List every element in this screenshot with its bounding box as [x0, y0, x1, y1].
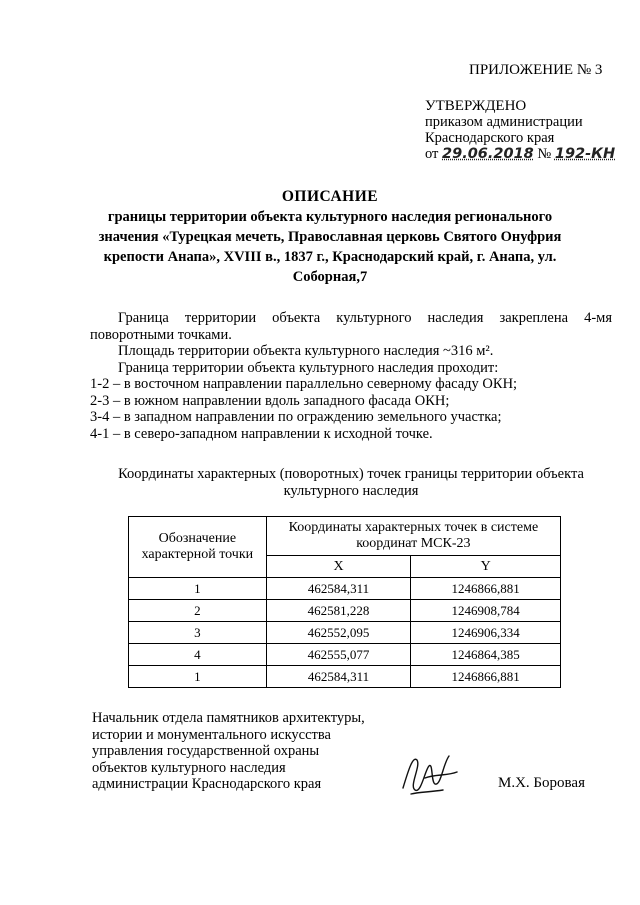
signatory-position [92, 710, 365, 793]
approval-title: УТВЕРЖДЕНО [425, 98, 527, 114]
position-line: объектов культурного наследия [92, 759, 286, 776]
paragraph-points: Граница территории объекта культурного наследия закреплена 4-мя поворотными точками. [90, 310, 612, 343]
approval-block [425, 98, 615, 162]
y-cell: 1246908,784 [411, 600, 561, 622]
x-cell: 462584,311 [266, 666, 411, 688]
approval-number: 192-КН [554, 146, 616, 162]
point-cell: 1 [129, 666, 267, 688]
approval-line-1: приказом администрации [425, 114, 583, 130]
description-body [90, 310, 612, 442]
point-cell: 2 [129, 600, 267, 622]
segment-item: 2-3 – в южном направлении вдоль западного фасада ОКН; [90, 392, 450, 409]
table-header-row [129, 517, 561, 556]
paragraph-area: Площадь территории объекта культурного наследия ~316 м². [118, 343, 494, 359]
segment-item: 4-1 – в северо-западном направлении к исходной точке. [90, 425, 433, 442]
segment-item: 1-2 – в восточном направлении параллельно северному фасаду ОКН; [90, 376, 518, 392]
y-column-header: Y [411, 556, 561, 578]
segment-item: 3-4 – в западном направлении по ограждению земельного участка; [90, 409, 502, 425]
approval-number-prefix: № [537, 146, 552, 162]
table-caption: Координаты характерных (поворотных) точек границы территории объекта культурного наследия [118, 466, 584, 499]
appendix-label: ПРИЛОЖЕНИЕ № 3 [469, 62, 603, 78]
document-title: ОПИСАНИЕ [281, 188, 379, 205]
position-line: Начальник отдела памятников архитектуры, [92, 710, 365, 726]
signer-name: М.Х. Боровая [498, 775, 585, 791]
document-heading [90, 187, 570, 287]
table-row [129, 578, 561, 600]
table-row [129, 666, 561, 688]
x-cell: 462581,228 [266, 600, 411, 622]
x-cell: 462552,095 [266, 622, 411, 644]
approval-date-prefix: от [425, 146, 439, 162]
point-cell: 3 [129, 622, 267, 644]
table-row [129, 644, 561, 666]
y-cell: 1246866,881 [411, 666, 561, 688]
paragraph-route: Граница территории объекта культурного наследия проходит: [118, 359, 499, 376]
x-cell: 462555,077 [266, 644, 411, 666]
document-subtitle: границы территории объекта культурного наследия регионального значения «Турецкая мечеть, Православная церковь Святого Онуфрия крепости Анапа», XVIII в., 1837 г., Краснодарский край, г. Анапа, ул. Соборная,7 [98, 209, 562, 285]
approval-date: 29.06.2018 [442, 146, 534, 162]
position-line: управления государственной охраны [92, 743, 320, 759]
x-cell: 462584,311 [266, 578, 411, 600]
table-row [129, 600, 561, 622]
point-cell: 4 [129, 644, 267, 666]
position-line: истории и монументального искусства [92, 726, 331, 743]
approval-line-2: Краснодарского края [425, 130, 555, 146]
coordinates-table [128, 516, 561, 688]
y-cell: 1246866,881 [411, 578, 561, 600]
position-line: администрации Краснодарского края [92, 776, 322, 792]
y-cell: 1246864,385 [411, 644, 561, 666]
x-column-header: X [266, 556, 411, 578]
y-cell: 1246906,334 [411, 622, 561, 644]
handwritten-signature [395, 748, 465, 803]
coords-column-header: Координаты характерных точек в системе координат МСК-23 [266, 517, 560, 556]
table-row [129, 622, 561, 644]
point-column-header: Обозначение характерной точки [129, 517, 267, 578]
point-cell: 1 [129, 578, 267, 600]
approval-date-line [425, 146, 615, 162]
